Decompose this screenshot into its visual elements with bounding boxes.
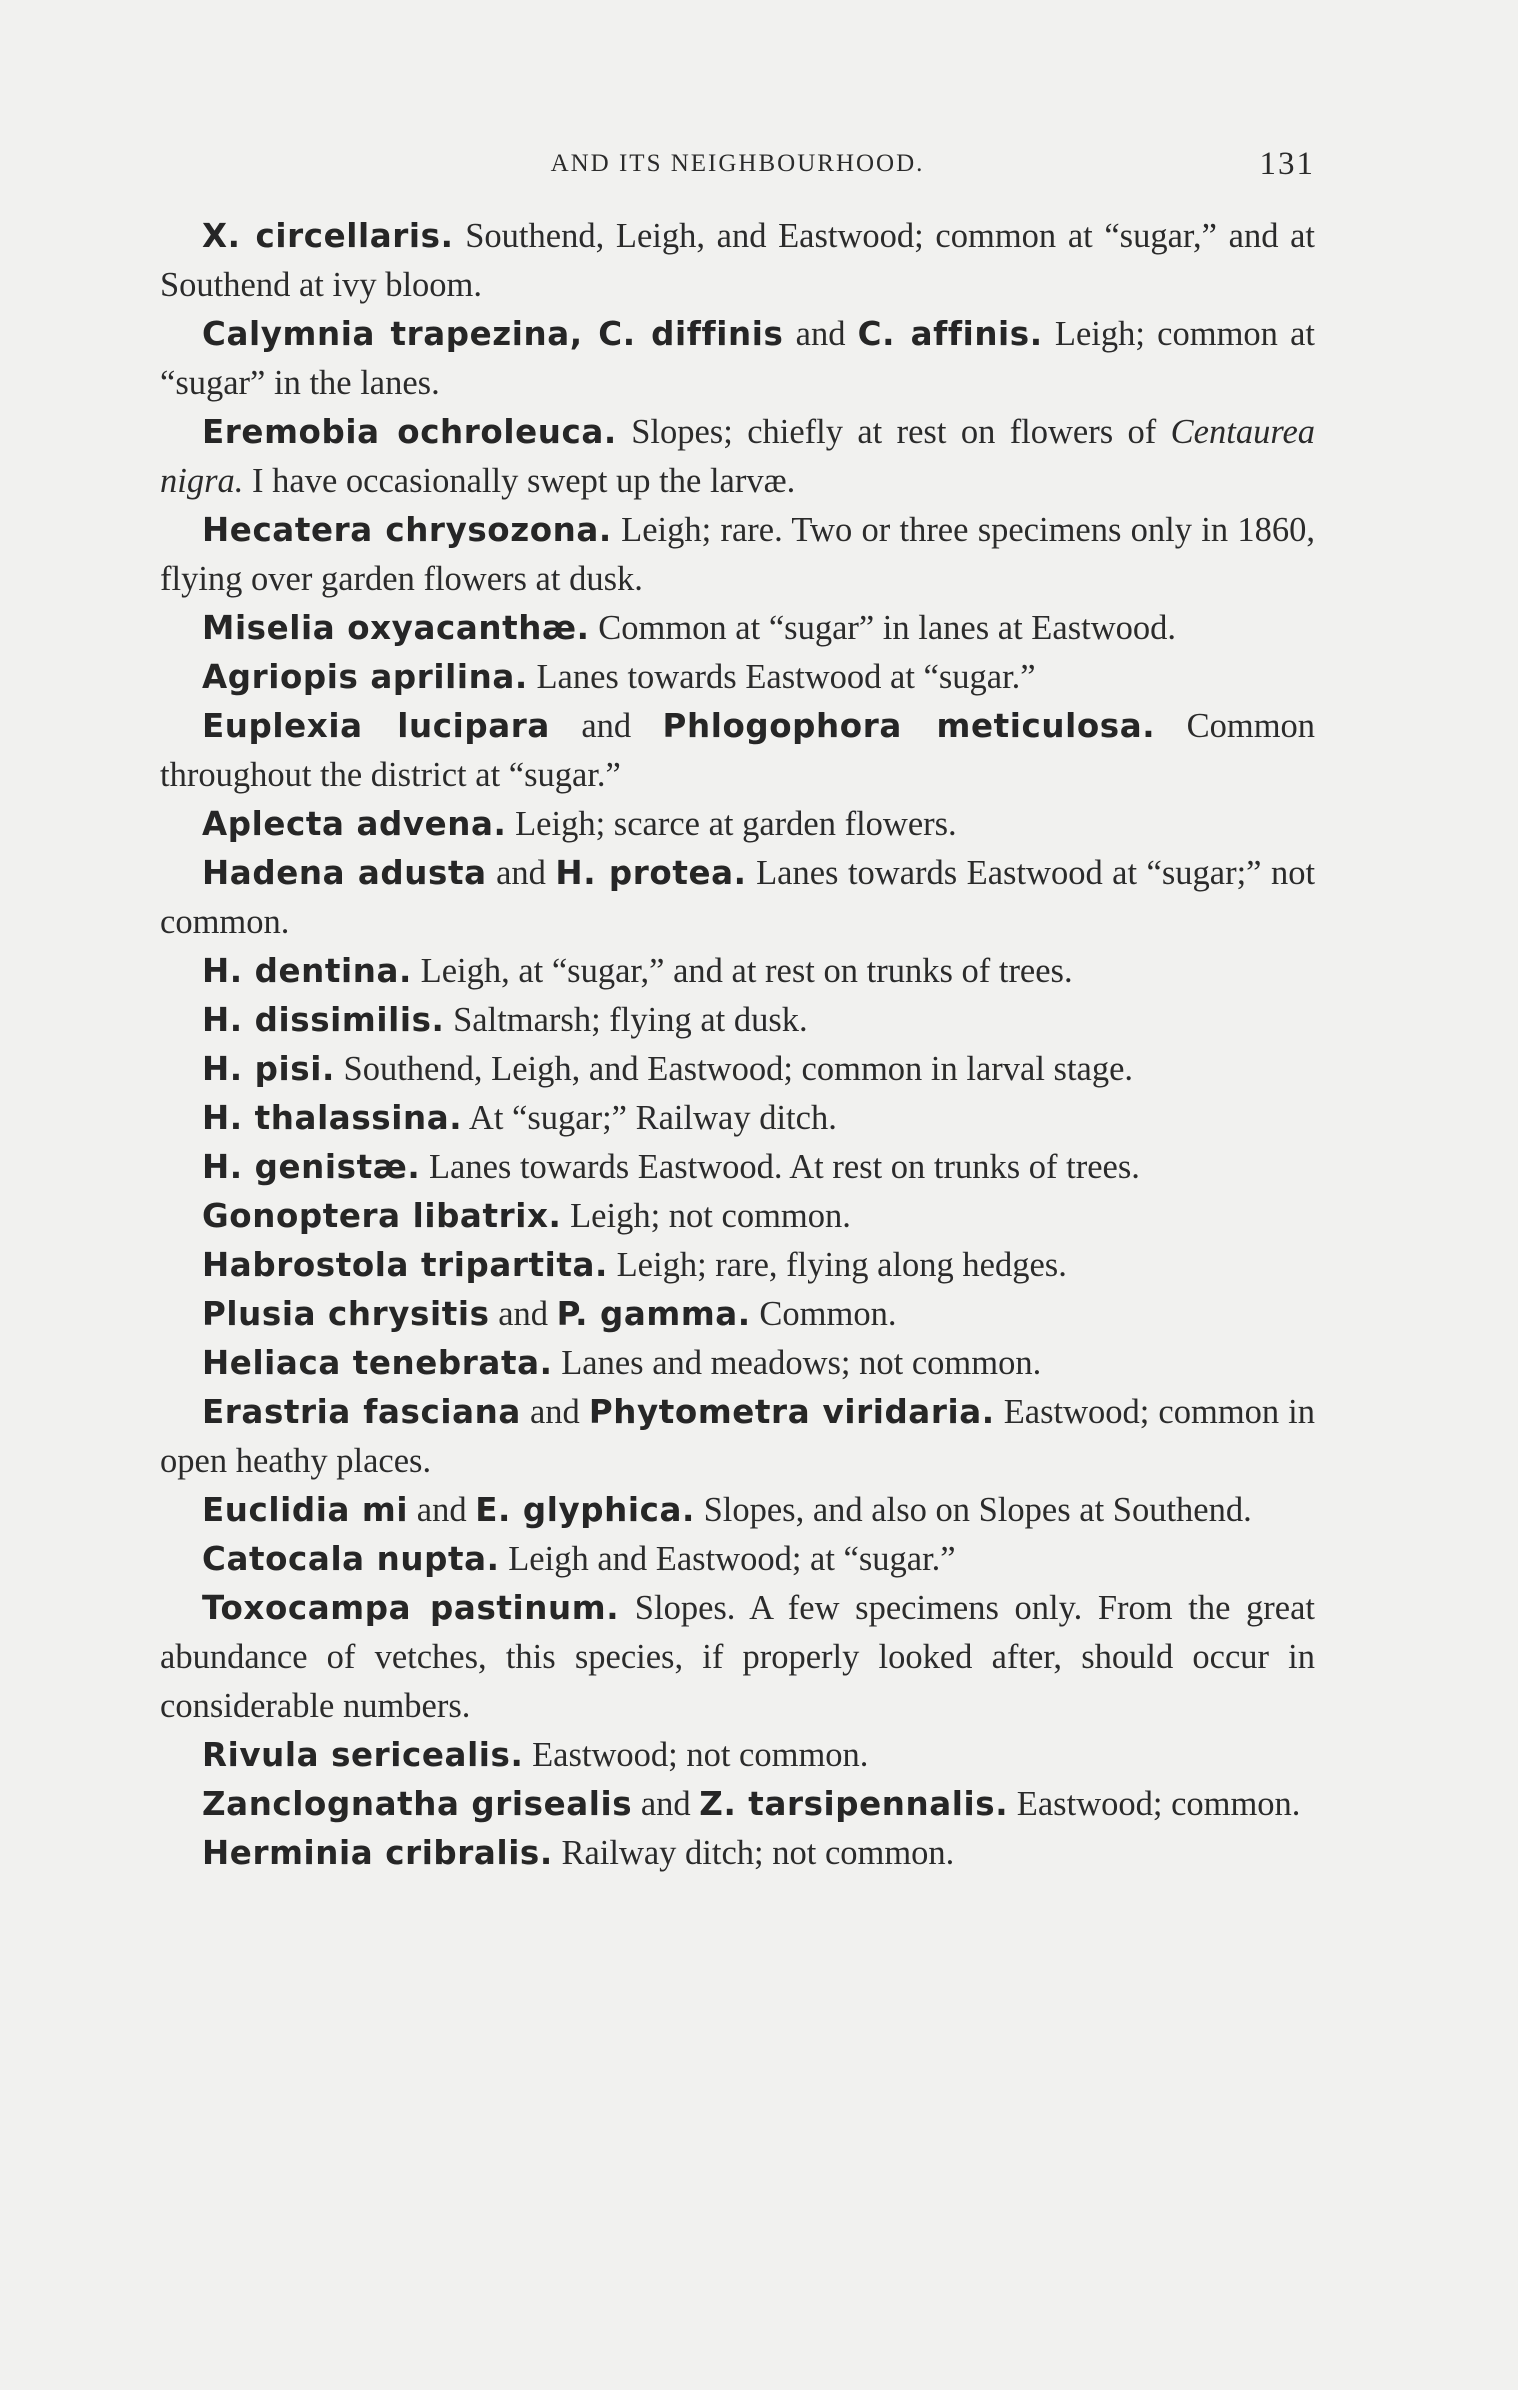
- joiner-word: and: [498, 1295, 549, 1333]
- entry-text: Lanes towards Eastwood. At rest on trunks of trees.: [428, 1148, 1140, 1186]
- entry-text: Southend, Leigh, and Eastwood; common in larval stage.: [343, 1050, 1134, 1088]
- entry-text: Leigh; scarce at garden flowers.: [515, 805, 957, 843]
- species-entry: [160, 310, 1315, 408]
- entry-text: Eastwood; not common.: [532, 1736, 869, 1774]
- species-entry: [160, 1388, 1315, 1486]
- species-name: Miselia oxyacanthæ.: [202, 609, 590, 647]
- page-number: 131: [1259, 146, 1315, 182]
- entry-text: Slopes. A few specimens only. From the great abundance of vetches, this species, if properly looked after, should occur in considerable numbers.: [160, 1589, 1315, 1725]
- species-name: Phlogophora meticulosa.: [662, 707, 1156, 745]
- joiner-word: and: [795, 315, 846, 353]
- species-entry: [160, 1290, 1315, 1339]
- species-name: P. gamma.: [556, 1295, 751, 1333]
- species-entry: [160, 849, 1315, 947]
- species-name: Habrostola tripartita.: [202, 1246, 608, 1284]
- entry-text: Leigh; rare. Two or three specimens only in 1860, flying over garden flowers at dusk.: [160, 511, 1316, 598]
- species-name: Z. tarsipennalis.: [699, 1785, 1009, 1823]
- species-entry: [160, 653, 1315, 702]
- species-name: Erastria fasciana: [202, 1393, 521, 1431]
- species-name: Heliaca tenebrata.: [202, 1344, 553, 1382]
- species-entry: [160, 1486, 1315, 1535]
- plant-name: Centaurea nigra.: [160, 413, 1316, 500]
- species-entry: [160, 408, 1315, 506]
- entry-text: Leigh and Eastwood; at “sugar.”: [508, 1540, 956, 1578]
- species-name: H. dissimilis.: [202, 1001, 445, 1039]
- entry-text: Common at “sugar” in lanes at Eastwood.: [598, 609, 1176, 647]
- species-name: C. affinis.: [857, 315, 1043, 353]
- species-entry: [160, 947, 1315, 996]
- species-name: Eremobia ochroleuca.: [202, 413, 617, 451]
- species-entry: [160, 1780, 1315, 1829]
- species-entry: [160, 1731, 1315, 1780]
- entry-text: Slopes; chiefly at rest on flowers of: [631, 413, 1157, 451]
- species-name: Aplecta advena.: [202, 805, 507, 843]
- species-name: Rivula sericealis.: [202, 1736, 524, 1774]
- running-head: [160, 146, 1315, 186]
- joiner-word: and: [581, 707, 632, 745]
- joiner-word: and: [416, 1491, 467, 1529]
- species-name: Catocala nupta.: [202, 1540, 500, 1578]
- species-name: X. circellaris.: [202, 217, 454, 255]
- species-entry: [160, 1192, 1315, 1241]
- species-entry: [160, 506, 1315, 604]
- running-title: AND ITS NEIGHBOURHOOD.: [550, 150, 925, 177]
- joiner-word: and: [496, 854, 546, 892]
- entry-text: Common.: [759, 1295, 897, 1333]
- species-name: Euclidia mi: [202, 1491, 409, 1529]
- species-name: H. genistæ.: [202, 1148, 421, 1186]
- entry-text: Slopes, and also on Slopes at Southend.: [703, 1491, 1252, 1529]
- species-entry: [160, 996, 1315, 1045]
- entry-text: Leigh; rare, flying along hedges.: [616, 1246, 1067, 1284]
- species-name: Gonoptera libatrix.: [202, 1197, 562, 1235]
- entry-text: Leigh; not common.: [570, 1197, 851, 1235]
- entry-text: Railway ditch; not common.: [561, 1834, 955, 1872]
- species-name: Herminia cribralis.: [202, 1834, 553, 1872]
- species-name: H. dentina.: [202, 952, 412, 990]
- species-entry: [160, 1143, 1315, 1192]
- entry-text: Leigh; common at “sugar” in the lanes.: [160, 315, 1316, 402]
- species-name: E. glyphica.: [475, 1491, 695, 1529]
- species-name: Euplexia lucipara: [202, 707, 550, 745]
- entry-text: Eastwood; common in open heathy places.: [160, 1393, 1316, 1480]
- species-name: Plusia chrysitis: [202, 1295, 490, 1333]
- entry-text: At “sugar;” Railway ditch.: [468, 1099, 837, 1137]
- species-name: H. protea.: [555, 854, 747, 892]
- species-entry: [160, 1094, 1315, 1143]
- species-entry: [160, 1829, 1315, 1878]
- species-entry: [160, 604, 1315, 653]
- species-entry: [160, 1339, 1315, 1388]
- species-list: [160, 212, 1315, 1878]
- species-name: Hecatera chrysozona.: [202, 511, 612, 549]
- species-entry: [160, 702, 1315, 800]
- entry-text: Leigh, at “sugar,” and at rest on trunks of trees.: [420, 952, 1073, 990]
- entry-text: Eastwood; common.: [1016, 1785, 1301, 1823]
- joiner-word: and: [640, 1785, 691, 1823]
- species-name: Agriopis aprilina.: [202, 658, 528, 696]
- species-name: Hadena adusta: [202, 854, 487, 892]
- species-name: Calymnia trapezina, C. diffinis: [202, 315, 784, 353]
- species-entry: [160, 212, 1315, 310]
- entry-text: Southend, Leigh, and Eastwood; common at “sugar,” and at Southend at ivy bloom.: [160, 217, 1316, 304]
- species-name: H. thalassina.: [202, 1099, 463, 1137]
- joiner-word: and: [529, 1393, 580, 1431]
- entry-text: Lanes towards Eastwood at “sugar;” not common.: [160, 854, 1316, 941]
- entry-text: Common throughout the district at “sugar.”: [160, 707, 1316, 794]
- species-entry: [160, 1241, 1315, 1290]
- entry-text: Lanes towards Eastwood at “sugar.”: [536, 658, 1036, 696]
- species-entry: [160, 1045, 1315, 1094]
- species-entry: [160, 1535, 1315, 1584]
- species-name: Phytometra viridaria.: [588, 1393, 995, 1431]
- species-name: Zanclognatha grisealis: [202, 1785, 633, 1823]
- entry-text: I have occasionally swept up the larvæ.: [252, 462, 796, 500]
- entry-text: Lanes and meadows; not common.: [561, 1344, 1042, 1382]
- entry-text: Saltmarsh; flying at dusk.: [453, 1001, 808, 1039]
- species-entry: [160, 1584, 1315, 1731]
- species-name: H. pisi.: [202, 1050, 335, 1088]
- species-name: Toxocampa pastinum.: [202, 1589, 620, 1627]
- species-entry: [160, 800, 1315, 849]
